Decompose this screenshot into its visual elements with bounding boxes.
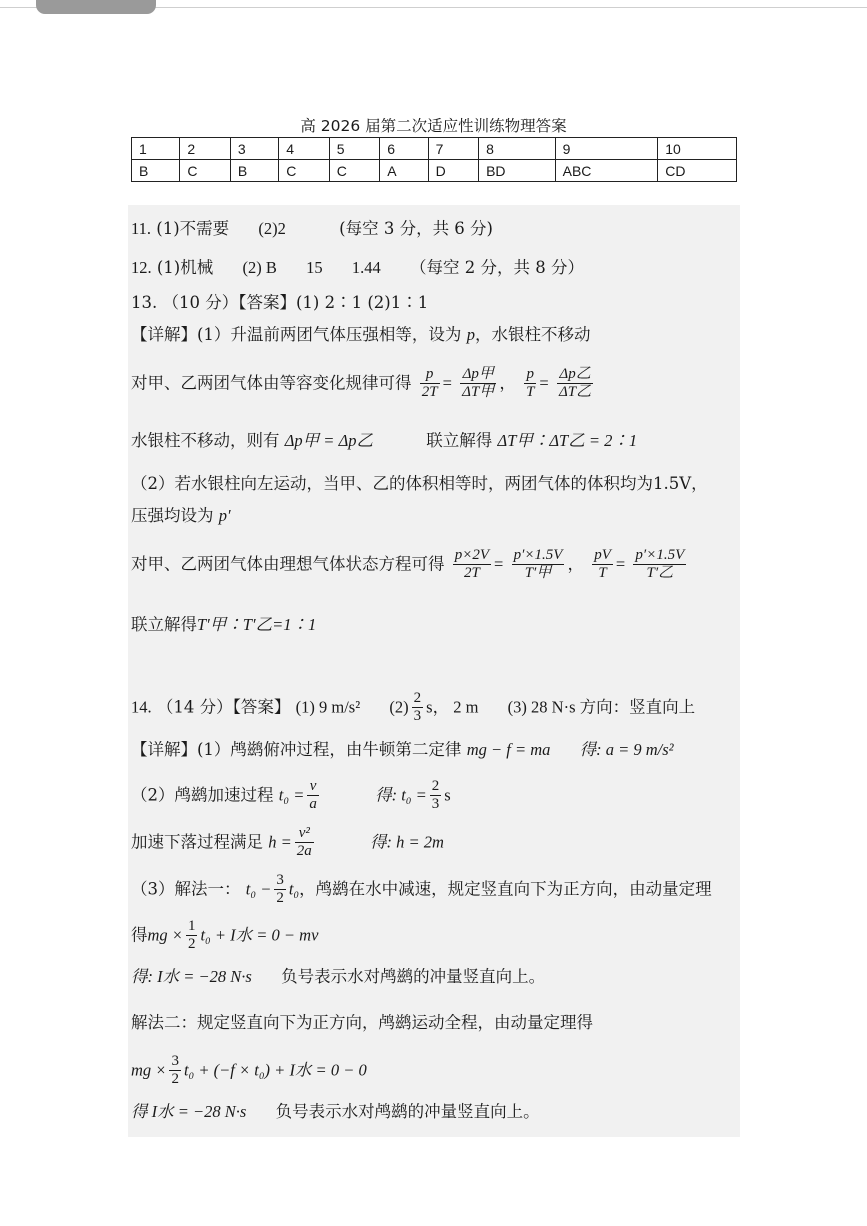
fraction [295, 825, 314, 861]
q14-answer-1: (1) 9 m/s² [295, 697, 361, 717]
q14-detail-6-result: 得: I水 = −28 N·s [131, 967, 252, 986]
table-cell: 4 [279, 138, 330, 160]
table-cell: 3 [230, 138, 278, 160]
q13-line-2-prefix: 对甲、乙两团气体由等容变化规律可得 [131, 373, 412, 393]
table-cell: ABC [555, 160, 658, 182]
fraction-denominator: T′乙 [646, 565, 674, 582]
table-cell: C [180, 160, 231, 182]
q14-answer-3: (3) 28 N·s 方向：竖直向上 [507, 697, 696, 717]
table-cell: 7 [428, 138, 479, 160]
fraction-numerator: v [307, 778, 319, 796]
fraction [412, 690, 424, 726]
q14-detail-9-tail: 负号表示水对鸬鹚的冲量竖直向上。 [275, 1102, 540, 1121]
fraction [524, 366, 536, 402]
q13-line-5-text: 压强均设为 [131, 506, 214, 525]
q14-detail-8 [131, 1053, 367, 1089]
fraction-numerator: p [420, 366, 440, 384]
q14-detail-8-eq-a: mg × [131, 1060, 167, 1080]
table-cell: 8 [479, 138, 556, 160]
q14-detail-1-result: 得: a = 9 m/s² [579, 740, 674, 759]
q11-line [131, 221, 493, 238]
q13-head: 13. （10 分）【答案】(1) 2∶1 (2)1∶1 [131, 293, 429, 312]
q14-detail-5 [131, 918, 318, 954]
q12-answer-2: (2) B [242, 258, 277, 277]
q14-detail-6 [131, 969, 545, 986]
table-cell: D [428, 160, 479, 182]
fraction-numerator: 2 [412, 690, 424, 708]
q14-head [131, 690, 695, 726]
q13-line-7 [131, 617, 316, 634]
q14-detail-5-text: 得 [131, 925, 148, 945]
fraction [592, 547, 613, 583]
fraction [430, 778, 442, 814]
fraction-denominator: T [526, 384, 535, 401]
page-title: 高 2026 届第二次适应性训练物理答案 [300, 117, 567, 135]
fraction-numerator: p×2V [453, 547, 491, 565]
fraction [633, 547, 686, 583]
q14-detail-2-result-unit: s [444, 785, 451, 805]
q14-detail-1-text: 【详解】(1）鸬鹚俯冲过程，由牛顿第二定律 [131, 740, 462, 759]
q12-answer-3: 15 [306, 258, 323, 277]
q13-line-3-mid: 联立解得 [426, 431, 493, 450]
table-cell: C [329, 160, 380, 182]
q14-detail-4-text: （3）解法一： [131, 879, 241, 899]
q14-detail-1 [131, 742, 674, 759]
q13-line-5-var: p′ [218, 506, 231, 525]
q13-line-6-prefix: 对甲、乙两团气体由理想气体状态方程可得 [131, 554, 445, 574]
q13-line-7-prefix: 联立解得 [131, 615, 197, 634]
table-cell: A [380, 160, 428, 182]
q11-answer-1: (1)不需要 [156, 219, 230, 238]
q14-answer-2-prefix: (2) [389, 697, 409, 717]
answer-table [131, 137, 737, 182]
fraction-numerator: p′×1.5V [633, 547, 686, 565]
table-cell: 2 [180, 138, 231, 160]
fraction-denominator: 3 [413, 708, 422, 725]
q11-answer-2: (2)2 [258, 219, 286, 238]
q11-score: (每空 3 分，共 6 分) [339, 219, 493, 238]
q13-line-3-prefix: 水银柱不移动，则有 [131, 431, 280, 450]
table-cell: C [279, 160, 330, 182]
fraction [512, 547, 565, 583]
q14-detail-2-lhs: t₀ = [278, 785, 305, 805]
q13-line-4: （2）若水银柱向左运动，当甲、乙的体积相等时，两团气体的体积均为1.5V， [131, 474, 708, 493]
q14-detail-5-eq-b: t₀ + I水 = 0 − mv [200, 925, 319, 945]
table-cell: 6 [380, 138, 428, 160]
table-cell: CD [658, 160, 737, 182]
q13-detail-1-var: p [466, 325, 475, 344]
q14-detail-4 [131, 872, 712, 908]
q14-detail-7: 解法二：规定竖直向下为正方向，鸬鹚运动全程，由动量定理得 [131, 1013, 593, 1032]
q14-detail-2-result-lhs: 得: t₀ = [375, 785, 427, 805]
q14-detail-3-text: 加速下落过程满足 [131, 832, 263, 852]
q14-detail-3 [131, 825, 444, 861]
q13-line-7-equation: T′甲∶T′乙=1∶1 [197, 615, 317, 634]
q12-score: （每空 2 分，共 8 分） [410, 258, 584, 277]
table-cell: B [230, 160, 278, 182]
q14-detail-3-lhs: h = [268, 832, 292, 852]
fraction-numerator: pV [592, 547, 613, 565]
fraction-denominator: 2 [276, 890, 284, 907]
q14-detail-8-eq-b: t₀ + (−f × t₀) + I水 = 0 − 0 [183, 1060, 367, 1080]
scanned-answer-panel [128, 205, 740, 1137]
fraction-numerator: v² [295, 825, 314, 843]
q12-answer-1: (1)机械 [156, 258, 214, 277]
q13-line-2: 对甲、乙两团气体由等容变化规律可得 $\frac{p}{2T}$ = $\frac{\text{Δp甲}}{\text{ΔT甲}}$ ， $\frac{p}{T}$ = $\frac{\text{Δp乙}}{\text{ΔT乙}}$ [131, 366, 592, 401]
table-cell: 10 [658, 138, 737, 160]
q13-line-5 [131, 508, 231, 525]
q12-answer-4: 1.44 [351, 258, 381, 277]
table-cell: 5 [329, 138, 380, 160]
fraction-denominator: 2 [187, 936, 196, 953]
fraction-denominator: T [598, 565, 607, 582]
q13-line-3-equation: Δp甲 = Δp乙 [284, 431, 374, 450]
q14-detail-9-result: 得 I水 = −28 N·s [131, 1102, 247, 1121]
viewer-tab-handle[interactable] [36, 0, 156, 14]
q14-detail-3-result: 得: h = 2m [370, 832, 444, 852]
q14-detail-4-eq-b: t₀ [288, 879, 300, 899]
q11-label: 11. [131, 219, 152, 238]
fraction-numerator: 1 [186, 918, 198, 936]
fraction-denominator: 2a [296, 843, 312, 860]
fraction-numerator: 3 [169, 1053, 181, 1071]
fraction [169, 1053, 181, 1089]
table-cell: 1 [132, 138, 180, 160]
fraction [420, 366, 440, 402]
fraction-denominator: ΔT甲 [462, 384, 495, 401]
fraction-denominator: 2 [171, 1071, 179, 1088]
q14-detail-9 [131, 1104, 540, 1121]
fraction-denominator: 3 [431, 796, 440, 813]
q14-label: 14. [131, 697, 152, 717]
q13-line-3-result: ΔT甲∶ΔT乙 = 2∶1 [497, 431, 638, 450]
fraction [274, 872, 286, 908]
table-cell: 9 [555, 138, 658, 160]
q14-answer-2-unit: s， 2 m [426, 697, 479, 717]
q14-detail-1-equation: mg − f = ma [466, 740, 551, 759]
answer-table-number-row [132, 138, 737, 160]
q14-detail-4-tail: ，鸬鹚在水中减速，规定竖直向下为正方向，由动量定理 [299, 879, 712, 899]
table-cell: BD [479, 160, 556, 182]
fraction [186, 918, 198, 954]
table-cell: B [132, 160, 180, 182]
q14-detail-6-tail: 负号表示水对鸬鹚的冲量竖直向上。 [281, 967, 546, 986]
fraction-denominator: 2T [421, 384, 438, 401]
answer-table-answer-row [132, 160, 737, 182]
fraction-denominator: 2T [463, 565, 480, 582]
q13-detail-1-tail: ，水银柱不移动 [474, 325, 591, 344]
fraction-numerator: 2 [430, 778, 442, 796]
q14-detail-2 [131, 778, 451, 814]
fraction-denominator: T′甲 [524, 565, 552, 582]
fraction [453, 547, 491, 583]
fraction-numerator: p′×1.5V [512, 547, 565, 565]
fraction-numerator: p [524, 366, 536, 384]
fraction-numerator: Δp乙 [557, 366, 593, 384]
q14-detail-2-text: （2）鸬鹚加速过程 [131, 785, 274, 805]
q12-line [131, 260, 584, 277]
q12-label: 12. [131, 258, 152, 277]
q14-detail-5-eq-a: mg × [147, 925, 183, 945]
q13-detail-1 [131, 327, 590, 344]
fraction [460, 366, 496, 402]
q13-detail-1-text: 【详解】(1）升温前两团气体压强相等，设为 [131, 325, 462, 344]
q14-detail-4-eq-a: t₀ − [245, 879, 272, 899]
q13-line-3 [131, 433, 637, 450]
fraction [307, 778, 319, 814]
q14-score: （14 分）【答案】 [156, 697, 291, 717]
fraction-numerator: 3 [274, 872, 286, 890]
fraction [557, 366, 593, 402]
q13-line-6: 对甲、乙两团气体由理想气体状态方程可得 $\frac{p\times 2V}{2T}$ = $\frac{p'\times 1.5V}{\text{T′甲}}$ ， $\frac{pV}{T}$ = $\frac{p'\times 1.5V}{\text{T′乙}}$ [131, 547, 685, 582]
fraction-denominator: ΔT乙 [558, 384, 592, 401]
fraction-denominator: a [309, 796, 317, 813]
fraction-numerator: Δp甲 [460, 366, 496, 384]
